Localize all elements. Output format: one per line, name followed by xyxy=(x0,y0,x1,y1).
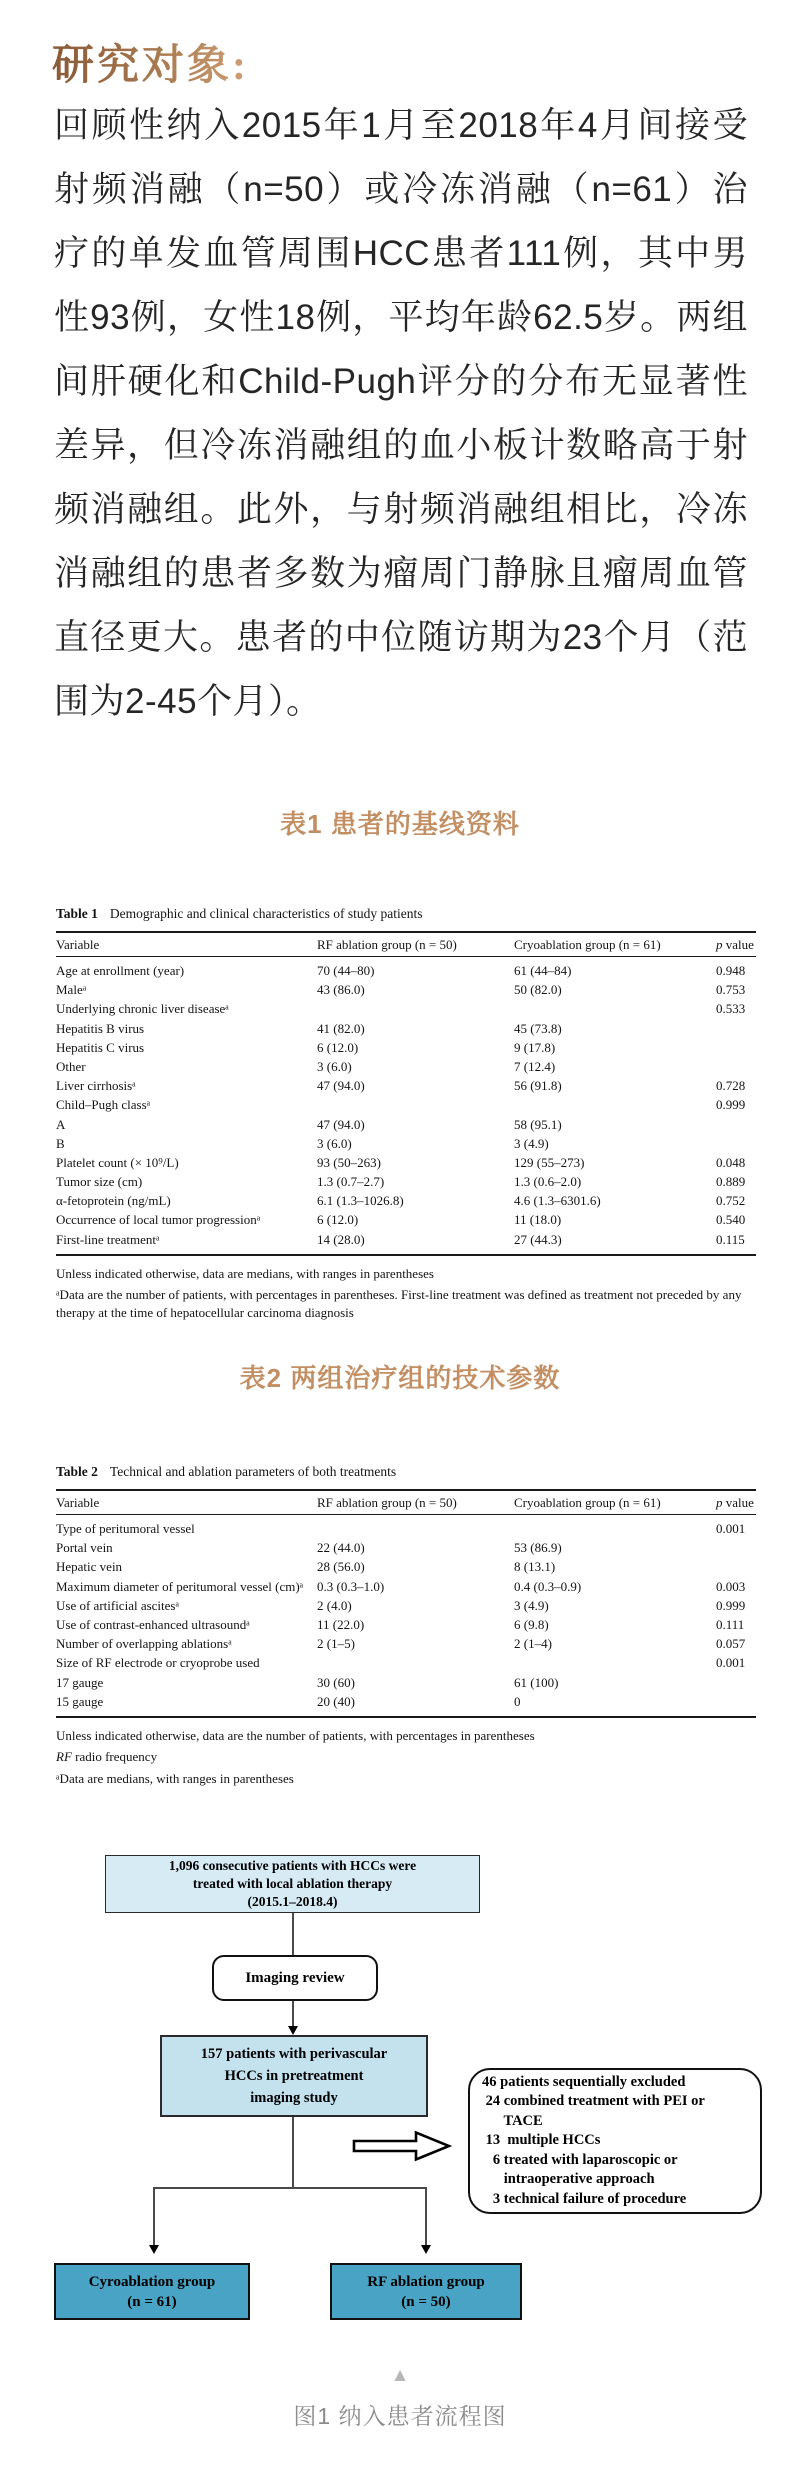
rf-value-cell: 47 (94.0) xyxy=(317,1116,365,1132)
cryo-value-cell xyxy=(514,1654,716,1673)
p-value-cell xyxy=(716,1692,756,1717)
cryo-value-cell: 0 xyxy=(514,1693,521,1709)
section-heading: 研究对象: xyxy=(52,32,249,92)
table-footnote: Unless indicated otherwise, data are the number of patients, with percentages in parentheses xyxy=(56,1727,535,1743)
flowchart-box-line: 6 treated with laparoscopic or xyxy=(482,2151,678,2168)
cryo-value-cell: 45 (73.8) xyxy=(514,1020,562,1036)
cryo-value-cell: 6 (9.8) xyxy=(514,1616,549,1632)
p-value-cell: 0.048 xyxy=(716,1154,746,1170)
row-label-cell: 17 gauge xyxy=(56,1674,104,1690)
table-row xyxy=(56,1635,756,1654)
cryo-value-cell: 53 (86.9) xyxy=(514,1540,562,1556)
p-value-cell xyxy=(716,1134,756,1153)
connector-line xyxy=(153,2187,426,2189)
table-row xyxy=(56,1692,756,1717)
flowchart-box-line: 13 multiple HCCs xyxy=(482,2132,601,2149)
table-row xyxy=(56,1577,756,1596)
table-footnote: ᵃData are the number of patients, with percentages in parentheses. First-line treatment was defined as treatment not preceded by any therapy at the time of hepatocellular carcinoma diagnosis xyxy=(56,1287,742,1320)
table2-label: Table 2 xyxy=(56,1464,98,1479)
cryo-value-cell: 4.6 (1.3–6301.6) xyxy=(514,1193,601,1209)
table-row xyxy=(56,1515,756,1539)
table1-title xyxy=(56,906,756,922)
p-value-cell: 0.115 xyxy=(716,1231,745,1247)
cryo-value-cell: 61 (100) xyxy=(514,1674,559,1690)
cryo-value-cell xyxy=(514,1096,716,1115)
flowchart-box-line: 157 patients with perivascular xyxy=(200,2046,388,2062)
body-paragraph: 回顾性纳入2015年1月至2018年4月间接受射频消融（n=50）或冷冻消融（n=61）治疗的单发血管周围HCC患者111例，其中男性93例，女性18例，平均年龄62.5岁。两组间肝硬化和Child-Pugh评分的分布无显著性差异，但冷冻消融组的血小板计数略高于射频消融组。此外，与射频消融组相比，冷冻消融组的患者多数为瘤周门静脉且瘤周血管直径更大。患者的中位随访期为23个月（范围为2-45个月）。 xyxy=(54,106,748,721)
p-value-cell: 0.728 xyxy=(716,1078,746,1094)
p-value-cell: 0.540 xyxy=(716,1212,746,1228)
p-value-cell xyxy=(716,1558,756,1577)
row-label-cell: 15 gauge xyxy=(56,1693,104,1709)
row-label-cell: Size of RF electrode or cryoprobe used xyxy=(56,1655,260,1671)
figure-triangle-icon: ▲ xyxy=(390,2365,410,2386)
table-row xyxy=(56,1038,756,1057)
p-value-cell xyxy=(716,1115,756,1134)
flowchart-box-line: HCCs in pretreatment xyxy=(224,2068,364,2084)
flowchart-box-line: 1,096 consecutive patients with HCCs were xyxy=(168,1858,417,1873)
rf-value-cell: 3 (6.0) xyxy=(317,1058,352,1074)
rf-value-cell: 1.3 (0.7–2.7) xyxy=(317,1174,385,1190)
p-value-cell: 0.003 xyxy=(716,1578,746,1594)
cryo-value-cell: 3 (4.9) xyxy=(514,1597,549,1613)
table2-header-row xyxy=(56,1490,756,1515)
rf-value-cell: 2 (4.0) xyxy=(317,1597,352,1613)
table-row xyxy=(56,1654,756,1673)
table2-title xyxy=(56,1464,756,1480)
column-header: RF ablation group (n = 50) xyxy=(317,932,514,957)
column-header: RF ablation group (n = 50) xyxy=(317,1490,514,1515)
rf-value-cell: 30 (60) xyxy=(317,1674,355,1690)
flowchart-box-line: treated with local ablation therapy xyxy=(192,1876,393,1891)
cryo-value-cell: 11 (18.0) xyxy=(514,1212,562,1228)
flowchart-box-line: 3 technical failure of procedure xyxy=(482,2190,687,2207)
p-value-cell xyxy=(716,1673,756,1692)
cryo-value-cell: 61 (44–84) xyxy=(514,963,572,978)
table2-figure xyxy=(56,1464,756,1791)
table1-figure xyxy=(56,906,756,1325)
table-row xyxy=(56,1153,756,1172)
cryo-value-cell: 7 (12.4) xyxy=(514,1058,556,1074)
row-label-cell: First-line treatmentᵃ xyxy=(56,1231,160,1247)
row-label-cell: Hepatic vein xyxy=(56,1559,123,1575)
p-value-cell: 0.753 xyxy=(716,982,746,998)
table1 xyxy=(56,931,756,1256)
table-footnote: RF radio frequency xyxy=(56,1749,158,1765)
table-footnote: Unless indicated otherwise, data are medians, with ranges in parentheses xyxy=(56,1265,434,1281)
cryo-value-cell: 50 (82.0) xyxy=(514,982,562,998)
rf-value-cell: 6.1 (1.3–1026.8) xyxy=(317,1193,404,1209)
arrow-down-icon xyxy=(149,2245,159,2254)
rf-value-cell: 2 (1–5) xyxy=(317,1636,355,1652)
p-value-cell: 0.999 xyxy=(716,1597,746,1613)
row-label-cell: Hepatitis B virus xyxy=(56,1020,145,1036)
table-row xyxy=(56,1115,756,1134)
table2 xyxy=(56,1489,756,1718)
row-label-cell: Type of peritumoral vessel xyxy=(56,1521,195,1536)
rf-value-cell: 20 (40) xyxy=(317,1693,355,1709)
row-label-cell: Hepatitis C virus xyxy=(56,1039,145,1055)
cryo-value-cell: 58 (95.1) xyxy=(514,1116,562,1132)
rf-value-cell: 6 (12.0) xyxy=(317,1039,359,1055)
column-header: Variable xyxy=(56,1490,317,1515)
flowchart-cryoablation-group-box xyxy=(54,2263,250,2320)
row-label-cell: Number of overlapping ablationsᵃ xyxy=(56,1636,232,1652)
flowchart-box-line: 24 combined treatment with PEI or xyxy=(482,2093,705,2110)
row-label-cell: Portal vein xyxy=(56,1540,113,1556)
table-row xyxy=(56,957,756,981)
flowchart-box-line: intraoperative approach xyxy=(482,2171,655,2188)
cryo-value-cell: 8 (13.1) xyxy=(514,1559,556,1575)
cryo-value-cell: 27 (44.3) xyxy=(514,1231,562,1247)
table-row xyxy=(56,1096,756,1115)
table-row xyxy=(56,1230,756,1255)
connector-line xyxy=(292,2001,294,2026)
row-label-cell: Use of contrast-enhanced ultrasoundᵃ xyxy=(56,1616,250,1632)
flowchart-box-line: Cyroablation group xyxy=(88,2273,216,2290)
flowchart-box-line: (2015.1–2018.4) xyxy=(247,1894,338,1909)
rf-value-cell: 3 (6.0) xyxy=(317,1135,352,1151)
table-footnote: ᵃData are medians, with ranges in parentheses xyxy=(56,1770,294,1786)
rf-value-cell xyxy=(317,1000,514,1019)
p-value-cell xyxy=(716,1019,756,1038)
flowchart-box-line: imaging study xyxy=(250,2090,338,2106)
row-label-cell: Child–Pugh classᵃ xyxy=(56,1097,151,1113)
flowchart-imaging-review-box xyxy=(212,1955,378,2001)
row-label-cell: α-fetoprotein (ng/mL) xyxy=(56,1193,171,1209)
rf-value-cell: 22 (44.0) xyxy=(317,1540,365,1556)
rf-value-cell: 41 (82.0) xyxy=(317,1020,365,1036)
cryo-value-cell xyxy=(514,1515,716,1539)
flowchart-box-line: Imaging review xyxy=(245,1969,345,1986)
column-header: p value xyxy=(716,932,756,957)
table-row xyxy=(56,1673,756,1692)
rf-value-cell xyxy=(317,1654,514,1673)
table-row xyxy=(56,1539,756,1558)
table1-caption: Demographic and clinical characteristics of study patients xyxy=(109,906,423,921)
row-label-cell: Platelet count (× 10⁹/L) xyxy=(56,1154,179,1170)
row-label-cell: B xyxy=(56,1135,65,1151)
rf-value-cell: 28 (56.0) xyxy=(317,1559,365,1575)
cryo-value-cell: 3 (4.9) xyxy=(514,1135,549,1151)
p-value-cell: 0.057 xyxy=(716,1636,746,1652)
column-header: p value xyxy=(716,1490,756,1515)
row-label-cell: Age at enrollment (year) xyxy=(56,963,185,978)
rf-value-cell: 11 (22.0) xyxy=(317,1616,365,1632)
p-value-cell: 0.001 xyxy=(716,1521,746,1536)
row-label-cell: Tumor size (cm) xyxy=(56,1174,143,1190)
connector-line xyxy=(153,2187,155,2245)
table-row xyxy=(56,1019,756,1038)
table1-chinese-heading: 表1 患者的基线资料 xyxy=(280,809,520,839)
arrow-down-icon xyxy=(288,2026,298,2035)
p-value-cell xyxy=(716,1539,756,1558)
figure-caption: 图1 纳入患者流程图 xyxy=(293,2403,507,2429)
p-value-cell: 0.111 xyxy=(716,1616,745,1632)
column-header: Cryoablation group (n = 61) xyxy=(514,932,716,957)
rf-value-cell: 43 (86.0) xyxy=(317,982,365,998)
connector-line xyxy=(292,2117,294,2187)
block-arrow-right-icon xyxy=(352,2130,452,2162)
table-row xyxy=(56,1000,756,1019)
rf-value-cell xyxy=(317,1515,514,1539)
table-row xyxy=(56,1558,756,1577)
p-value-cell: 0.999 xyxy=(716,1097,746,1113)
flowchart-box-line: TACE xyxy=(482,2112,543,2129)
rf-value-cell: 93 (50–263) xyxy=(317,1154,381,1170)
connector-line xyxy=(292,1913,294,1955)
table2-caption: Technical and ablation parameters of both treatments xyxy=(109,1464,397,1479)
table-row xyxy=(56,1192,756,1211)
rf-value-cell: 6 (12.0) xyxy=(317,1212,359,1228)
flowchart-box-line: (n = 50) xyxy=(401,2293,451,2310)
row-label-cell: Maximum diameter of peritumoral vessel (cm)ᵃ xyxy=(56,1578,304,1594)
table2-chinese-heading: 表2 两组治疗组的技术参数 xyxy=(239,1363,561,1393)
row-label-cell: Underlying chronic liver diseaseᵃ xyxy=(56,1001,229,1017)
table-row xyxy=(56,1134,756,1153)
flowchart-box-line: RF ablation group xyxy=(367,2273,485,2290)
table1-header-row xyxy=(56,932,756,957)
cryo-value-cell: 56 (91.8) xyxy=(514,1078,562,1094)
table2-footnotes xyxy=(56,1727,756,1788)
arrow-down-icon xyxy=(421,2245,431,2254)
cryo-value-cell: 129 (55–273) xyxy=(514,1154,585,1170)
table1-footnotes xyxy=(56,1265,756,1322)
column-header: Variable xyxy=(56,932,317,957)
rf-value-cell: 70 (44–80) xyxy=(317,963,375,978)
patient-flowchart xyxy=(0,1835,800,2400)
table-row xyxy=(56,1172,756,1191)
cryo-value-cell: 2 (1–4) xyxy=(514,1636,552,1652)
row-label-cell: A xyxy=(56,1116,66,1132)
flowchart-enrollment-box xyxy=(105,1855,480,1913)
cryo-value-cell xyxy=(514,1000,716,1019)
p-value-cell: 0.752 xyxy=(716,1193,746,1209)
row-label-cell: Liver cirrhosisᵃ xyxy=(56,1078,136,1094)
table-row xyxy=(56,1057,756,1076)
rf-value-cell xyxy=(317,1096,514,1115)
table-row xyxy=(56,1596,756,1615)
p-value-cell: 0.948 xyxy=(716,963,746,978)
connector-line xyxy=(425,2187,427,2245)
p-value-cell xyxy=(716,1057,756,1076)
cryo-value-cell: 9 (17.8) xyxy=(514,1039,556,1055)
flowchart-excluded-box xyxy=(468,2068,762,2214)
rf-value-cell: 0.3 (0.3–1.0) xyxy=(317,1578,385,1594)
rf-value-cell: 14 (28.0) xyxy=(317,1231,365,1247)
row-label-cell: Other xyxy=(56,1058,86,1074)
flowchart-rf-ablation-group-box xyxy=(330,2263,522,2320)
row-label-cell: Maleᵃ xyxy=(56,982,87,998)
row-label-cell: Use of artificial ascitesᵃ xyxy=(56,1597,180,1613)
table-row xyxy=(56,1615,756,1634)
flowchart-box-line: 46 patients sequentially excluded xyxy=(482,2073,686,2090)
table-row xyxy=(56,1211,756,1230)
table1-label: Table 1 xyxy=(56,906,98,921)
p-value-cell: 0.533 xyxy=(716,1001,746,1017)
p-value-cell xyxy=(716,1038,756,1057)
p-value-cell: 0.889 xyxy=(716,1174,746,1190)
cryo-value-cell: 0.4 (0.3–0.9) xyxy=(514,1578,582,1594)
flowchart-box-line: (n = 61) xyxy=(127,2293,177,2310)
table-row xyxy=(56,981,756,1000)
rf-value-cell: 47 (94.0) xyxy=(317,1078,365,1094)
row-label-cell: Occurrence of local tumor progressionᵃ xyxy=(56,1212,261,1228)
flowchart-perivascular-box xyxy=(160,2035,428,2117)
column-header: Cryoablation group (n = 61) xyxy=(514,1490,716,1515)
p-value-cell: 0.001 xyxy=(716,1655,746,1671)
cryo-value-cell: 1.3 (0.6–2.0) xyxy=(514,1174,582,1190)
table-row xyxy=(56,1077,756,1096)
